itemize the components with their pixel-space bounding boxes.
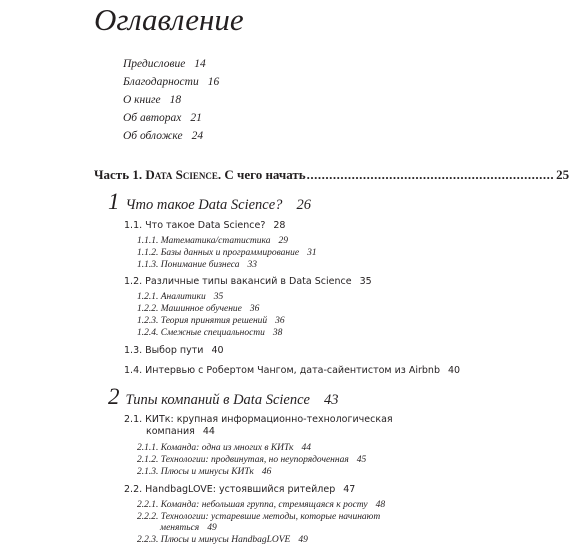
toc-section[interactable] — [124, 484, 355, 496]
part-prefix: Часть 1. — [94, 167, 143, 182]
toc-page-number: 28 — [273, 220, 286, 231]
toc-front-item[interactable] — [123, 75, 219, 89]
toc-front-item[interactable] — [123, 57, 206, 71]
part-name: Data Science. — [145, 167, 222, 182]
subsection-label: 1.1.3. Понимание бизнеса — [137, 260, 240, 270]
subsection-label: 1.2.2. Машинное обучение — [137, 304, 242, 314]
toc-page-number: 45 — [356, 455, 367, 465]
toc-page-number: 29 — [278, 236, 288, 246]
section-label: 2.2. HandbagLOVE: устоявшийся ритейлер — [124, 484, 336, 495]
subsection-label: 2.2.3. Плюсы и минусы HandbagLOVE — [137, 535, 291, 545]
toc-chapter[interactable] — [108, 189, 311, 218]
toc-page-number: 47 — [343, 484, 356, 495]
section-label: 1.1. Что такое Data Science? — [124, 220, 266, 231]
toc-page-number: 36 — [249, 304, 260, 314]
section-label-line1: 2.1. КИТк: крупная информационно-технологическая — [124, 414, 393, 425]
subsection-label: 1.2.4. Смежные специальности — [137, 328, 265, 338]
toc-page-number: 46 — [261, 467, 272, 477]
toc-section[interactable] — [124, 220, 285, 232]
toc-item-label: Предисловие — [123, 58, 186, 70]
toc-front-item[interactable] — [123, 111, 202, 125]
subsection-label: 2.1.2. Технологии: продвинутая, но неупорядоченная — [137, 455, 349, 465]
toc-subsection[interactable] — [137, 316, 285, 327]
toc-item-label: Благодарности — [123, 76, 199, 88]
toc-page-number: 24 — [191, 130, 204, 142]
toc-page-number: 48 — [375, 500, 386, 510]
subsection-label: 2.1.1. Команда: одна из многих в КИТк — [137, 443, 294, 453]
toc-page-number: 18 — [169, 94, 182, 106]
toc-page-number: 36 — [275, 316, 285, 326]
toc-subsection[interactable] — [137, 500, 385, 511]
toc-front-item[interactable] — [123, 129, 203, 143]
toc-page-number: 44 — [202, 426, 215, 437]
subsection-label: 2.2.1. Команда: небольшая группа, стремящаяся к росту — [137, 500, 368, 510]
toc-item-label: Об авторах — [123, 112, 182, 124]
subsection-label-line2 — [137, 523, 407, 534]
toc-page-number: 33 — [247, 260, 257, 270]
toc-page-number: 43 — [323, 392, 339, 408]
toc-page-number: 25 — [556, 167, 569, 182]
chapter-number: 2 — [108, 384, 120, 409]
subsection-label: 1.1.2. Базы данных и программирование — [137, 248, 300, 258]
section-label: 1.4. Интервью с Робертом Чангом, дата-сайентистом из Airbnb — [124, 365, 440, 376]
chapter-title: Типы компаний в Data Science — [125, 392, 310, 408]
toc-page-number: 16 — [207, 76, 220, 88]
subsection-label: 1.1.1. Математика/статистика — [137, 236, 271, 246]
toc-section[interactable] — [124, 365, 460, 377]
toc-section[interactable] — [124, 276, 372, 288]
toc-subsection[interactable] — [137, 304, 259, 315]
toc-subsection[interactable] — [137, 443, 311, 454]
toc-chapter[interactable] — [108, 384, 338, 413]
leader-dots: .................................................................. — [306, 167, 555, 182]
toc-page-number: 26 — [296, 197, 311, 213]
toc-subsection[interactable] — [137, 455, 366, 466]
subsection-label: 1.2.1. Аналитики — [137, 292, 206, 302]
chapter-title: Что такое Data Science? — [125, 197, 283, 213]
section-label: 1.2. Различные типы вакансий в Data Science — [124, 276, 352, 287]
toc-subsection[interactable] — [137, 328, 282, 339]
toc-section[interactable] — [124, 345, 224, 357]
toc-section[interactable] — [124, 414, 424, 438]
toc-subsection[interactable] — [137, 260, 257, 271]
toc-subsection[interactable] — [137, 467, 271, 478]
toc-front-item[interactable] — [123, 93, 181, 107]
toc-subsection[interactable] — [137, 236, 288, 247]
toc-page-number: 35 — [359, 276, 372, 287]
toc-page-number: 21 — [190, 112, 202, 124]
toc-item-label: О книге — [123, 94, 161, 106]
toc-subsection[interactable] — [137, 248, 317, 259]
subsection-label: 1.2.3. Теория принятия решений — [137, 316, 268, 326]
subsection-label-continued: меняться — [160, 523, 200, 533]
toc-page-number: 31 — [307, 248, 317, 258]
section-label: 1.3. Выбор пути — [124, 345, 204, 356]
section-label-continued: компания — [146, 426, 195, 437]
subsection-label-line1: 2.2.2. Технологии: устаревшие методы, которые начинают — [137, 512, 381, 522]
toc-page-number: 49 — [207, 523, 217, 533]
toc-page-number: 40 — [447, 365, 461, 376]
toc-page-number: 44 — [301, 443, 311, 453]
toc-page-number: 14 — [194, 58, 206, 70]
subsection-label: 2.1.3. Плюсы и минусы КИТк — [137, 467, 254, 477]
toc-subsection[interactable] — [137, 535, 308, 546]
toc-page-number: 38 — [272, 328, 283, 338]
toc-item-label: Об обложке — [123, 130, 183, 142]
toc-subsection[interactable] — [137, 292, 223, 303]
section-label-line2 — [124, 426, 424, 438]
page-title: Оглавление — [94, 2, 244, 37]
toc-page-number: 40 — [211, 345, 224, 356]
toc-page-number: 49 — [298, 535, 308, 545]
toc-part-heading[interactable] — [94, 167, 569, 183]
chapter-number: 1 — [108, 189, 120, 214]
part-rest: С чего начать — [224, 167, 306, 182]
toc-page-number: 35 — [213, 292, 224, 302]
toc-subsection[interactable] — [137, 512, 407, 534]
